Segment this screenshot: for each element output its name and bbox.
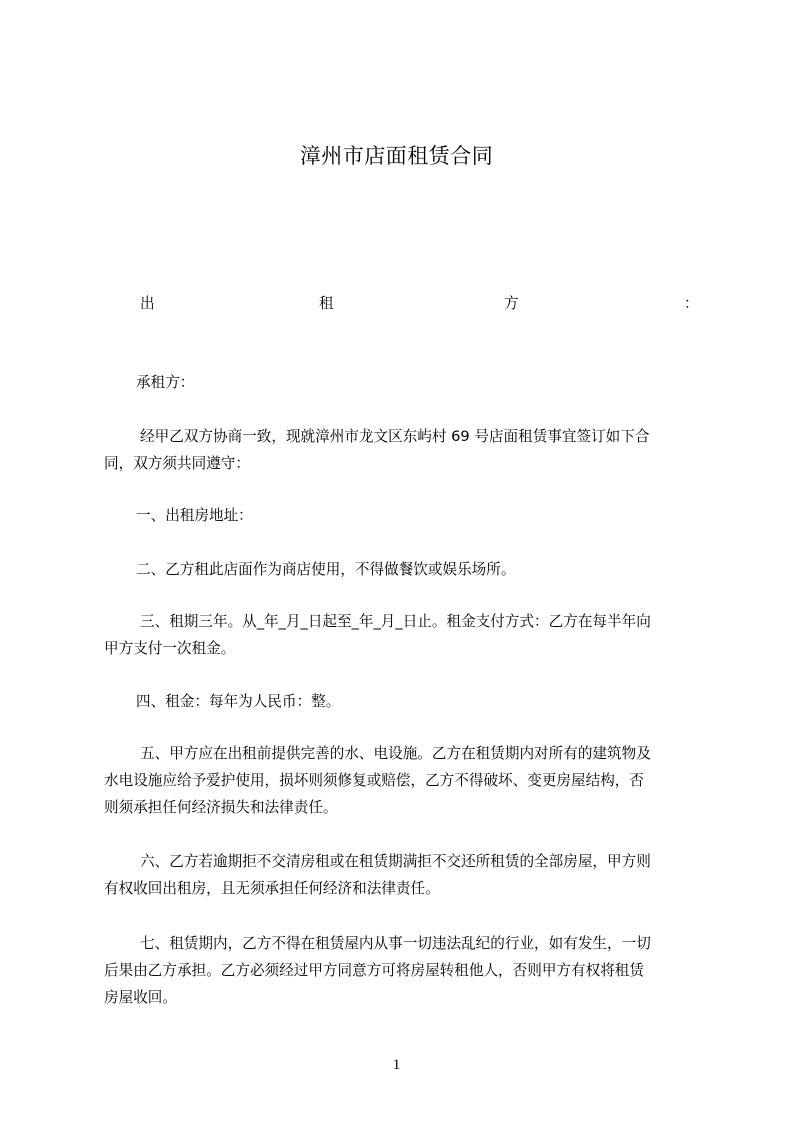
clause-paragraph (136, 502, 736, 529)
text-line: 经甲乙双方协商一致，现就漳州市龙文区东屿村 69 号店面租赁事宜签订如下合 (140, 428, 650, 445)
clause-paragraph (104, 740, 704, 821)
text-line: 后果由乙方承担。乙方必须经过甲方同意方可将房屋转租他人，否则甲方有权将租赁 (104, 962, 644, 979)
text-line: 一、出租房地址： (136, 507, 253, 524)
preamble-paragraph (104, 423, 704, 477)
lessor-char: 方 (504, 295, 519, 312)
text-line: 同，双方须共同遵守： (104, 455, 250, 472)
clause-paragraph (104, 608, 704, 662)
page-number: 1 (392, 1057, 401, 1073)
clause-paragraph (136, 556, 736, 583)
clause-paragraph (104, 930, 704, 1011)
text-line: 四、租金：每年为人民币：整。 (136, 693, 341, 710)
lessor-char: 出 (140, 295, 155, 312)
text-line: 水电设施应给予爱护使用，损坏则须修复或赔偿，乙方不得破坏、变更房屋结构，否 (104, 772, 644, 789)
text-line: 二、乙方租此店面作为商店使用，不得做餐饮或娱乐场所。 (136, 561, 516, 578)
text-line: 六、乙方若逾期拒不交清房租或在租赁期满拒不交还所租赁的全部房屋，甲方则 (140, 853, 651, 870)
lessor-char: 租 (319, 295, 334, 312)
text-line: 三、租期三年。从_年_月_日起至_年_月_日止。租金支付方式：乙方在每半年向 (140, 613, 651, 630)
text-line: 则须承担任何经济损失和法律责任。 (104, 799, 338, 816)
clause-paragraph (104, 848, 704, 902)
text-line: 有权收回出租房，且无须承担任何经济和法律责任。 (104, 880, 440, 897)
document-title: 漳州市店面租赁合同 (299, 144, 494, 168)
lessor-line (104, 290, 704, 317)
clause-paragraph (136, 688, 736, 715)
lessee-label: 承租方： (136, 374, 195, 391)
text-line: 七、租赁期内，乙方不得在租赁屋内从事一切违法乱纪的行业，如有发生，一切 (140, 935, 651, 952)
text-line: 甲方支付一次租金。 (104, 640, 236, 657)
text-line: 房屋收回。 (104, 989, 177, 1006)
lessor-char: ： (684, 295, 699, 312)
text-line: 五、甲方应在出租前提供完善的水、电设施。乙方在租赁期内对所有的建筑物及 (140, 745, 651, 762)
